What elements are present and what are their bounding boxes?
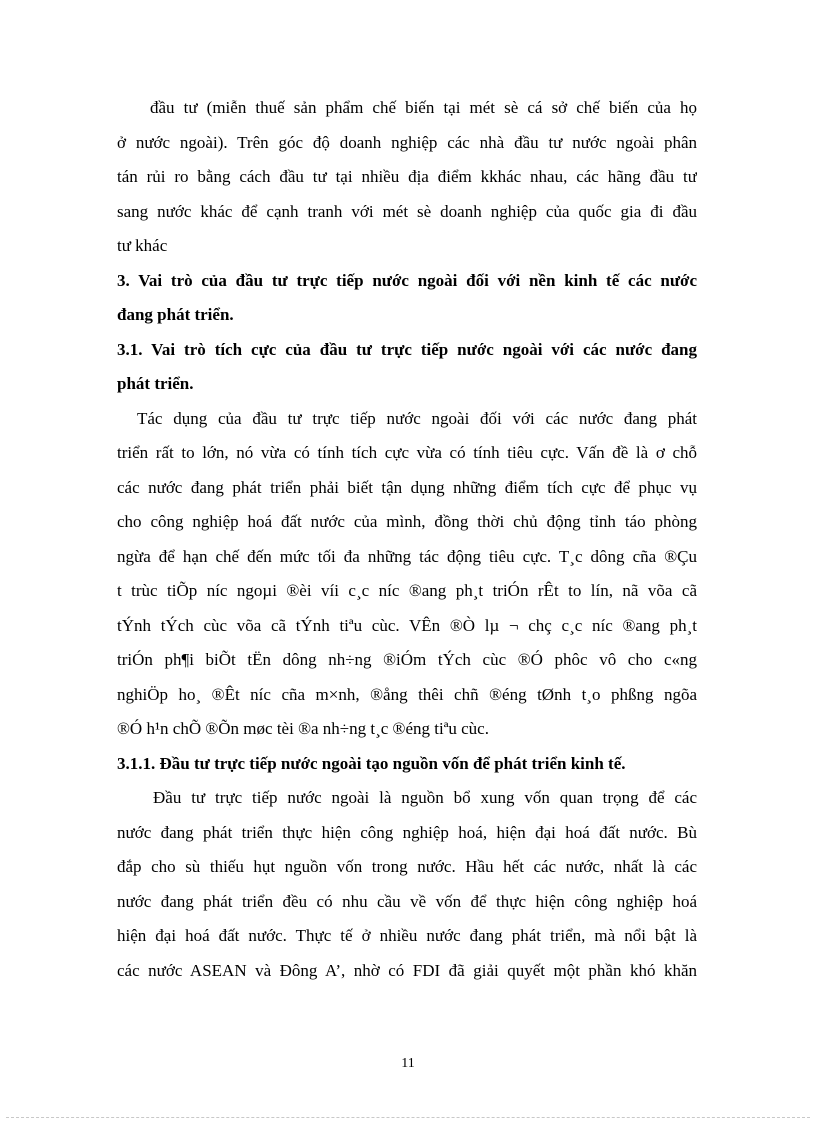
text-line: đắp cho sù thiếu hụt nguồn vốn trong nước. Hầu hết các nước, nhất là các bbox=[117, 857, 697, 876]
text-line: ngừa để hạn chế đến mức tối đa những tác động tiêu cực. T¸c dông cña ®Çu bbox=[117, 546, 697, 566]
text-line: nghiÖp ho¸ ®Êt níc cña m×nh, ®ång thêi chñ ®éng tØnh t¸o phßng ngõa bbox=[117, 684, 697, 704]
heading-line: đang phát triển. bbox=[117, 305, 234, 324]
paragraph-2 bbox=[117, 402, 697, 747]
text-line: hiện đại hoá đất nước. Thực tế ở nhiều nước đang phát triển, mà nổi bật là bbox=[117, 926, 697, 945]
page-number: 11 bbox=[401, 1056, 415, 1071]
paragraph-1 bbox=[117, 91, 697, 264]
heading-line: 3. Vai trò của đầu tư trực tiếp nước ngoài đối với nền kinh tế các nước bbox=[117, 270, 697, 290]
text-line: Tác dụng của đầu tư trực tiếp nước ngoài đối với các nước đang phát bbox=[137, 408, 697, 428]
heading-section-3-1 bbox=[117, 333, 697, 402]
text-line: sang nước khác để cạnh tranh với mét sè doanh nghiệp của quốc gia đi đầu bbox=[117, 201, 697, 221]
text-line: ®Ó h¹n chÕ ®Õn møc tèi ®a nh÷ng t¸c ®éng tiªu cùc. bbox=[117, 719, 489, 738]
text-line: Đầu tư trực tiếp nước ngoài là nguồn bổ xung vốn quan trọng để các bbox=[153, 788, 697, 807]
paragraph-3 bbox=[117, 781, 697, 988]
text-line: t trùc tiÕp níc ngoµi ®èi víi c¸c níc ®ang ph¸t triÓn rÊt to lín, nã võa cã bbox=[117, 581, 697, 600]
heading-line: 3.1. Vai trò tích cực của đầu tư trực tiếp nước ngoài với các nước đang bbox=[117, 339, 697, 359]
text-line: triÓn ph¶i biÕt tËn dông nh÷ng ®iÓm tÝch cùc ®Ó phôc vô cho c«ng bbox=[117, 650, 697, 669]
text-line: nước đang phát triển đều có nhu cầu về vốn để thực hiện công nghiệp hoá bbox=[117, 891, 697, 911]
body-text bbox=[117, 91, 697, 988]
text-line: các nước đang phát triển phải biết tận dụng những điểm tích cực để phục vụ bbox=[117, 477, 697, 497]
heading-section-3 bbox=[117, 264, 697, 333]
heading-line: phát triển. bbox=[117, 374, 194, 393]
page-bottom-divider bbox=[6, 1117, 810, 1118]
text-line: tư khác bbox=[117, 236, 168, 255]
text-line: đầu tư (miễn thuế sản phẩm chế biến tại mét sè cá sở chế biến của họ bbox=[150, 98, 697, 117]
text-line: tÝnh tÝch cùc võa cã tÝnh tiªu cùc. VÊn ®Ò lµ ¬ chç c¸c níc ®ang ph¸t bbox=[117, 615, 697, 635]
text-line: ở nước ngoài). Trên góc độ doanh nghiệp các nhà đầu tư nước ngoài phân bbox=[117, 132, 697, 152]
text-line: các nước ASEAN và Đông A’, nhờ có FDI đã giải quyết một phần khó khăn bbox=[117, 960, 697, 980]
text-line: cho công nghiệp hoá đất nước của mình, đồng thời chủ động tỉnh táo phòng bbox=[117, 512, 697, 531]
text-line: triển rất to lớn, nó vừa có tính tích cực vừa có tính tiêu cực. Vấn đề là ơ chỗ bbox=[117, 443, 697, 462]
text-line: tán rủi ro bằng cách đầu tư tại nhiều địa điểm kkhác nhau, các hãng đầu tư bbox=[117, 167, 697, 186]
text-line: nước đang phát triển thực hiện công nghiệp hoá, hiện đại hoá đất nước. Bù bbox=[117, 822, 697, 842]
heading-section-3-1-1: 3.1.1. Đầu tư trực tiếp nước ngoài tạo nguồn vốn để phát triển kinh tế. bbox=[117, 753, 626, 773]
